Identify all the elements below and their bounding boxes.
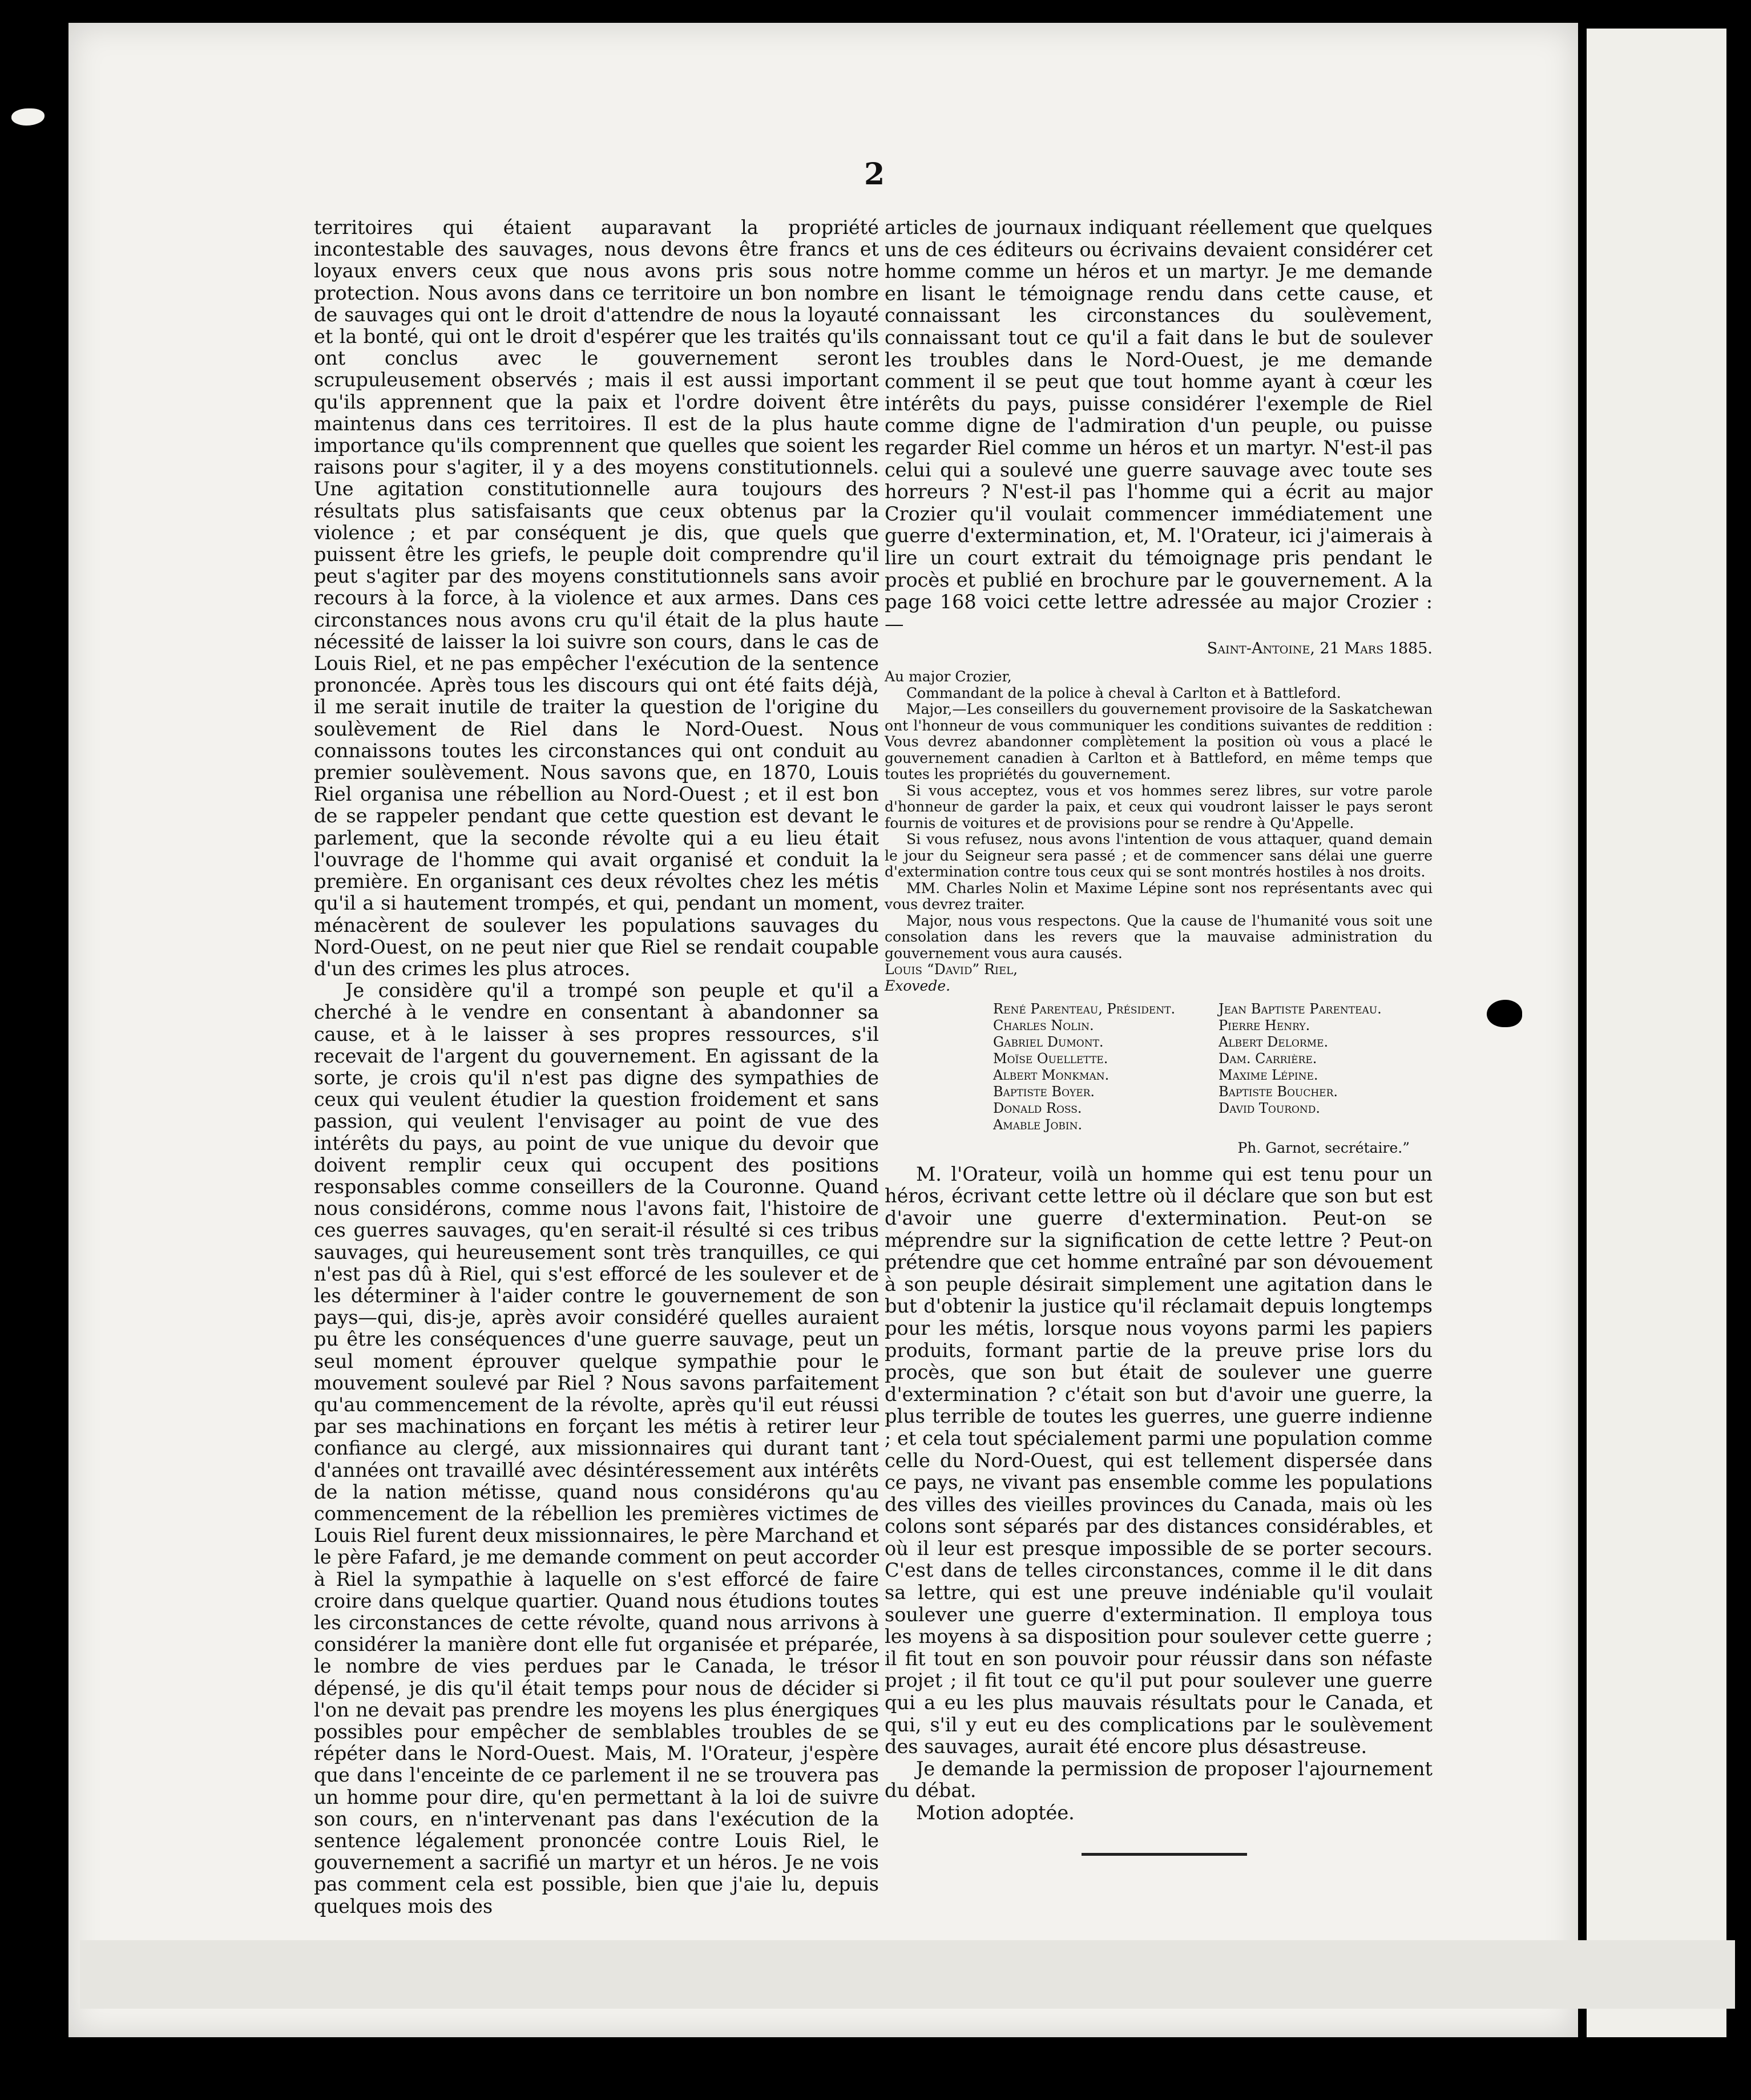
letter-signature-title: Exovede.	[885, 977, 951, 994]
signatory: Amable Jobin.	[993, 1117, 1083, 1133]
signatory: Dam. Carrière.	[1219, 1051, 1317, 1067]
signatories	[993, 1001, 1433, 1133]
paragraph: Je demande la permission de proposer l'ajournement du débat.	[885, 1757, 1433, 1802]
letter-paragraph: Major, nous vous respectons. Que la cause de l'humanité vous soit une consolation dans les revers que la mauvaise administration du gouvernement vous aura causés.	[885, 912, 1433, 962]
letter-paragraph: MM. Charles Nolin et Maxime Lépine sont nos représentants avec qui vous devrez traiter.	[885, 879, 1433, 913]
signatory: Baptiste Boucher.	[1219, 1084, 1338, 1100]
signatory: David Tourond.	[1219, 1100, 1321, 1117]
signatory: René Parenteau, Président.	[993, 1001, 1176, 1017]
signatory: Donald Ross.	[993, 1100, 1082, 1117]
right-column	[885, 216, 1433, 1824]
paragraph: articles de journaux indiquant réellement que quelques uns de ces éditeurs ou écrivains devaient considérer cet homme comme un héros et un martyr. Je me demande en lisant le témoignage rendu dans cette cause, et connaissant les circonstances du soulèvement, connaissant tout ce qu'il a fait dans le but de soulever les troubles dans le Nord-Ouest, je me demande comment il se peut que tout homme ayant à cœur les intérêts du pays, puisse considérer l'exemple de Riel comme digne de l'admiration d'un peuple, ou puisse regarder Riel comme un héros et un martyr. N'est-il pas celui qui a soulevé une guerre sauvage avec toute ses horreurs ? N'est-il pas l'homme qui a écrit au major Crozier qu'il voulait commencer immédiatement une guerre d'extermination, et, M. l'Orateur, ici j'aimerais à lire un court extrait du témoignage pris pendant le procès et publié en brochure par le gouvernement. A la page 168 voici cette lettre adressée au major Crozier :—	[885, 216, 1433, 635]
ink-blot	[1487, 1000, 1522, 1027]
signatory: Baptiste Boyer.	[993, 1084, 1095, 1100]
signatory: Pierre Henry.	[1219, 1017, 1310, 1034]
paragraph: Je considère qu'il a trompé son peuple et qu'il a cherché à le vendre en consentant à abandonner sa cause, et à le laisser à ses propres ressources, s'il recevait de l'argent du gouvernement. En agissant de la sorte, je crois qu'il n'est pas digne des sympathies de ceux qui veulent étudier la question froidement et sans passion, qui veulent l'envisager au point de vue des intérêts du pays, au point de vue unique du devoir que doivent remplir ceux qui occupent des positions responsables comme conseillers de la Couronne. Quand nous considérons, comme nous l'avons fait, l'histoire de ces guerres sauvages, qu'en serait-il résulté si ces tribus sauvages, qui heureusement sont très tranquilles, ce qui n'est pas dû à Riel, qui s'est efforcé de les soulever et de les déterminer à l'aider contre le gouvernement de son pays—qui, dis-je, après avoir considéré quelles auraient pu être les conséquences d'une guerre sauvage, peut un seul moment éprouver quelque sympathie pour le mouvement soulevé par Riel ? Nous savons parfaitement qu'au commencement de la révolte, après qu'il eut réussi par ses machinations en forçant les métis à retirer leur confiance au clergé, aux missionnaires qui durant tant d'années ont travaillé avec désintéressement aux intérêts de la nation métisse, quand nous considérons qu'au commencement de la rébellion les premières victimes de Louis Riel furent deux missionnaires, le père Marchand et le père Fafard, je me demande comment on peut accorder à Riel la sympathie à laquelle on s'est efforcé de faire croire dans quelque quartier. Quand nous étudions toutes les circonstances de cette révolte, quand nous arrivons à considérer la manière dont elle fut organisée et préparée, le nombre de vies perdues par le Canada, le trésor dépensé, je dis qu'il était temps pour nous de décider si l'on ne devait pas prendre les moyens les plus énergiques possibles pour empêcher de semblables troubles de se répéter dans le Nord-Ouest. Mais, M. l'Orateur, j'espère que dans l'enceinte de ce parlement il ne se trouvera pas un homme pour dire, qu'en permettant à la loi de suivre son cours, en n'intervenant pas dans l'exécution de la sentence légalement prononcée contre Louis Riel, le gouvernement a sacrifié un martyr et un héros. Je ne vois pas comment cela est possible, bien que j'aie lu, depuis quelques mois des	[314, 979, 879, 1917]
page-bottom-margin	[80, 1940, 1735, 2009]
signatory: Moïse Ouellette.	[993, 1051, 1108, 1067]
letter-paragraph: Major,—Les conseillers du gouvernement provisoire de la Saskatchewan ont l'honneur de vous communiquer les conditions suivantes de reddition : Vous devrez abandonner complètement la position où vous a placé le gouvernement canadien à Carlton et à Battleford, en même temps que toutes les propriétés du gouvernement.	[885, 701, 1433, 783]
signatory: Charles Nolin.	[993, 1017, 1094, 1034]
paragraph: M. l'Orateur, voilà un homme qui est tenu pour un héros, écrivant cette lettre où il déclare que son but est d'avoir une guerre d'extermination. Peut-on se méprendre sur la signification de cette lettre ? Peut-on prétendre que cet homme entraîné par son dévouement à son peuple désirait simplement une agitation dans le but d'obtenir la justice qu'il réclamait depuis longtemps pour les métis, lorsque nous voyons parmi les papiers produits, formant partie de la preuve prise lors du procès, que son but était de soulever une guerre d'extermination ? c'était son but d'avoir une guerre, la plus terrible de toutes les guerres, une guerre indienne ; et cela tout spécialement parmi une population comme celle du Nord-Ouest, qui est tellement dispersée dans ce pays, ne vivant pas ensemble comme les populations des villes des vieilles provinces du Canada, mais où les colons sont séparés par des distances considérables, et où il leur est presque impossible de se porter secours. C'est dans de telles circonstances, comme il le dit dans sa lettre, qui est une preuve indéniable qu'il voulait soulever une guerre d'extermination. Il employa tous les moyens à sa disposition pour soulever cette guerre ; il fit tout en son pouvoir pour réussir dans son néfaste projet ; il fit tout ce qu'il put pour soulever une guerre qui a eu les plus mauvais résultats pour le Canada, et qui, s'il y eut eu des complications par le soulèvement des sauvages, aurait été encore plus désastreuse.	[885, 1162, 1433, 1758]
adjacent-page-edge	[1587, 29, 1726, 2037]
left-column	[314, 216, 879, 1917]
letter-paragraph: Si vous acceptez, vous et vos hommes serez libres, sur votre parole d'honneur de garder la paix, et ceux qui voudront laisser le pays seront fournis de voitures et de provisions pour se rendre à Qu'Appelle.	[885, 782, 1433, 831]
closing-rule	[1082, 1853, 1247, 1856]
letter-dateline: Saint-Antoine, 21 Mars 1885.	[1207, 640, 1433, 658]
letter-address: Au major Crozier,	[885, 668, 1012, 685]
signatories-left	[993, 1001, 1207, 1133]
motion-result: Motion adoptée.	[916, 1802, 1075, 1824]
signatory: Jean Baptiste Parenteau.	[1219, 1001, 1382, 1017]
letter-paragraph: Si vous refusez, nous avons l'intention de vous attaquer, quand demain le jour du Seigneur sera passé ; et de commencer sans délai une guerre d'extermination contre tous ceux qui se sont montrés hostiles à nos droits.	[885, 831, 1433, 881]
signatory: Maxime Lépine.	[1219, 1067, 1318, 1084]
secretary-signature: Ph. Garnot, secrétaire.”	[1237, 1140, 1410, 1157]
letter-signature: Louis “David” Riel,	[885, 961, 1018, 978]
signatory: Gabriel Dumont.	[993, 1034, 1104, 1051]
signatory: Albert Monkman.	[993, 1067, 1109, 1084]
letter-address: Commandant de la police à cheval à Carlton et à Battleford.	[906, 684, 1341, 701]
signatory: Albert Delorme.	[1219, 1034, 1329, 1051]
paragraph: territoires qui étaient auparavant la propriété incontestable des sauvages, nous devons être francs et loyaux envers ceux que nous avons pris sous notre protection. Nous avons dans ce territoire un bon nombre de sauvages qui ont le droit d'attendre de nous la loyauté et la bonté, qui ont le droit d'espérer que les traités qu'ils ont conclus avec le gouvernement seront scrupuleusement observés ; mais il est aussi important qu'ils apprennent que la paix et l'ordre doivent être maintenus dans ces territoires. Il est de la plus haute importance qu'ils comprennent que quelles que soient les raisons pour s'agiter, il y a des moyens constitutionnels. Une agitation constitutionnelle aura toujours des résultats plus satisfaisants que ceux obtenus par la violence ; et par conséquent je dis, que quels que puissent être les griefs, le peuple doit comprendre qu'il peut s'agiter par des moyens constitutionnels sans avoir recours à la force, à la violence et aux armes. Dans ces circonstances nous avons cru qu'il était de la plus haute nécessité de laisser la loi suivre son cours, dans le cas de Louis Riel, et ne pas empêcher l'exécution de la sentence prononcée. Après tous les discours qui ont été faits déjà, il me serait inutile de traiter la question de l'origine du soulèvement de Riel dans le Nord-Ouest. Nous connaissons toutes les circonstances qui ont conduit au premier soulèvement. Nous savons que, en 1870, Louis Riel organisa une rébellion au Nord-Ouest ; et il est bon de se rappeler pendant que cette question est devant le parlement, que la seconde révolte qui a eu lieu était l'ouvrage de l'homme qui avait organisé et conduit la première. En organisant ces deux révoltes chez les métis qu'il a si hautement trompés, et qui, pendant un moment, ménacèrent de soulever les populations sauvages du Nord-Ouest, on ne peut nier que Riel se rendait coupable d'un des crimes les plus atroces.	[314, 216, 879, 980]
page-number: 2	[864, 157, 885, 192]
quoted-letter	[885, 669, 1433, 1157]
signatories-right	[1219, 1001, 1433, 1133]
scan-artifact	[11, 108, 45, 126]
